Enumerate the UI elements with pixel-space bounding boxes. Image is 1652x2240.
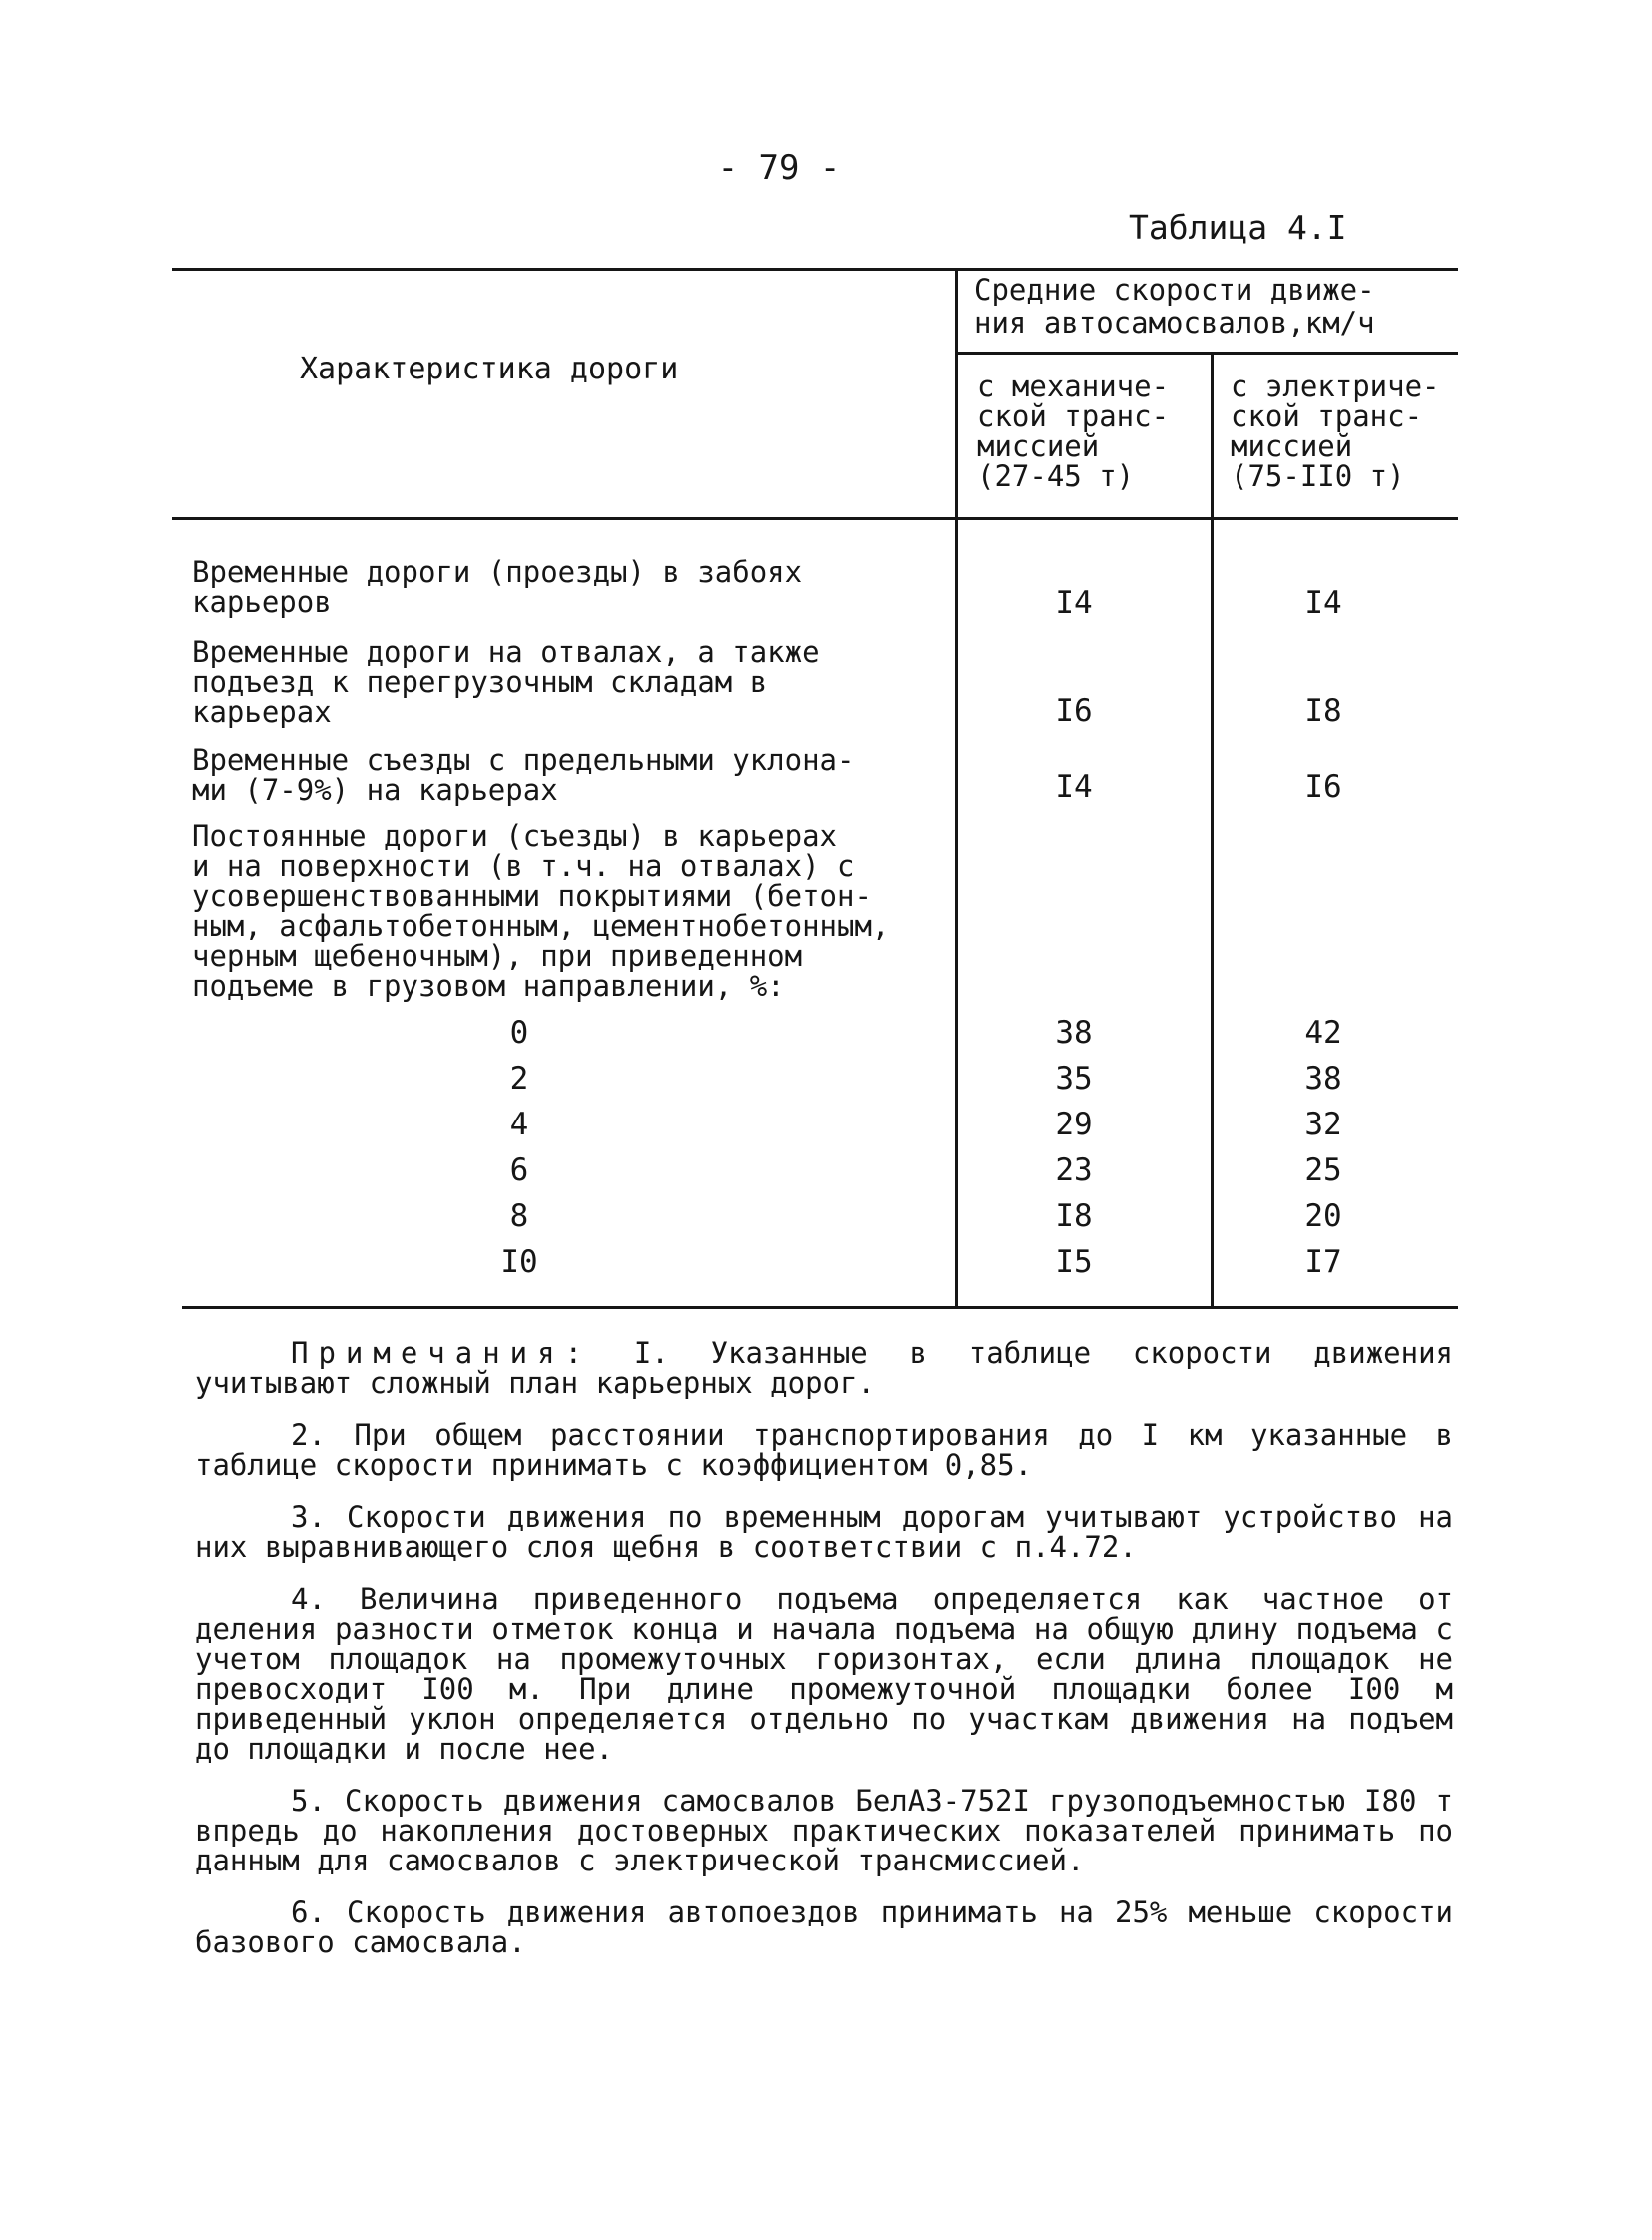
row-3-elec-speed: I6 <box>1304 769 1342 805</box>
row-label-3: Временные съезды с предельными уклона- ми (7-9%) на карьерах <box>192 743 855 807</box>
header-bottom-rule <box>172 517 1458 520</box>
row-label-1: Временные дороги (проезды) в забоях карьеров <box>192 555 803 619</box>
row-label-4: Постоянные дороги (съезды) в карьерах и на поверхности (в т.ч. на отвалах) с усовершенствованными покрытиями (бетон- ным, асфальтобетонным, цементнобетонным, черным щебеночным), при приведенном подъеме в грузовом направлении, %: <box>192 819 890 1003</box>
page-number: - 79 - <box>717 148 841 188</box>
grade-6: 6 <box>509 1152 529 1188</box>
note-3: 3. Скорости движения по временным дорогам учитывают устройство на них выравнивающего слоя щебня в соответствии с п.4.72. <box>195 1500 1453 1564</box>
header-characteristic: Характеристика дороги <box>300 352 679 386</box>
row-2-mech-speed: I6 <box>1055 693 1093 729</box>
table-bottom-rule <box>182 1306 1458 1309</box>
note-2: 2. При общем расстоянии транспортирования до I км указанные в таблице скорости принимать с коэффициентом 0,85. <box>195 1418 1453 1482</box>
speed-header-rule <box>957 352 1458 355</box>
grade-4-elec-speed: 32 <box>1304 1107 1342 1142</box>
note-1: Примечания: I. Указанные в таблице скорости движения учитывают сложный план карьерных дорог. <box>195 1336 1453 1400</box>
note-6: 6. Скорость движения автопоездов принимать на 25% меньше скорости базового самосвала. <box>195 1895 1453 1959</box>
table-top-rule <box>172 268 1458 271</box>
grade-4: 4 <box>509 1107 529 1142</box>
row-3-mech-speed: I4 <box>1055 769 1093 805</box>
row-label-2: Временные дороги на отвалах, а также подъезд к перегрузочным складам в карьерах <box>192 635 820 729</box>
header-electrical: с электриче- ской транс- миссией (75-II0 т) <box>1231 370 1440 493</box>
row-2-elec-speed: I8 <box>1304 693 1342 729</box>
grade-0-mech-speed: 38 <box>1055 1015 1093 1051</box>
grade-10-mech-speed: I5 <box>1055 1244 1093 1280</box>
header-mechanical: с механиче- ской транс- миссией (27-45 т) <box>977 370 1170 493</box>
grade-6-elec-speed: 25 <box>1304 1152 1342 1188</box>
grade-2-mech-speed: 35 <box>1055 1061 1093 1097</box>
note-4: 4. Величина приведенного подъема определяется как частное от деления разности отметок конца и начала подъема на общую длину подъема с учетом площадок на промежуточных горизонтах, если длина площадок не превосходит I00 м. При длине промежуточной площадки более I00 м приведенный уклон определяется отдельно по участкам движения на подъем до площадки и после нее. <box>195 1582 1453 1766</box>
grade-4-mech-speed: 29 <box>1055 1107 1093 1142</box>
header-speed: Средние скорости движе- ния автосамосвалов,км/ч <box>974 273 1375 340</box>
grade-8: 8 <box>509 1198 529 1234</box>
grade-10-elec-speed: I7 <box>1304 1244 1342 1280</box>
grade-10: I0 <box>500 1244 538 1280</box>
grade-0: 0 <box>509 1015 529 1051</box>
grade-2: 2 <box>509 1061 529 1097</box>
notes-section <box>195 1338 1453 1979</box>
grade-8-elec-speed: 20 <box>1304 1198 1342 1234</box>
grade-8-mech-speed: I8 <box>1055 1198 1093 1234</box>
table-caption: Таблица 4.I <box>1129 208 1347 247</box>
note-5: 5. Скорость движения самосвалов БелАЗ-752I грузоподъемностью I80 т впредь до накопления достоверных практических показателей принимать по данным для самосвалов с электрической трансмиссией. <box>195 1784 1453 1877</box>
notes-title: Примечания: <box>291 1336 593 1370</box>
grade-6-mech-speed: 23 <box>1055 1152 1093 1188</box>
column-divider-2 <box>1211 354 1214 1309</box>
row-1-elec-speed: I4 <box>1304 585 1342 621</box>
column-divider-1 <box>955 268 958 1309</box>
grade-2-elec-speed: 38 <box>1304 1061 1342 1097</box>
grade-0-elec-speed: 42 <box>1304 1015 1342 1051</box>
row-1-mech-speed: I4 <box>1055 585 1093 621</box>
